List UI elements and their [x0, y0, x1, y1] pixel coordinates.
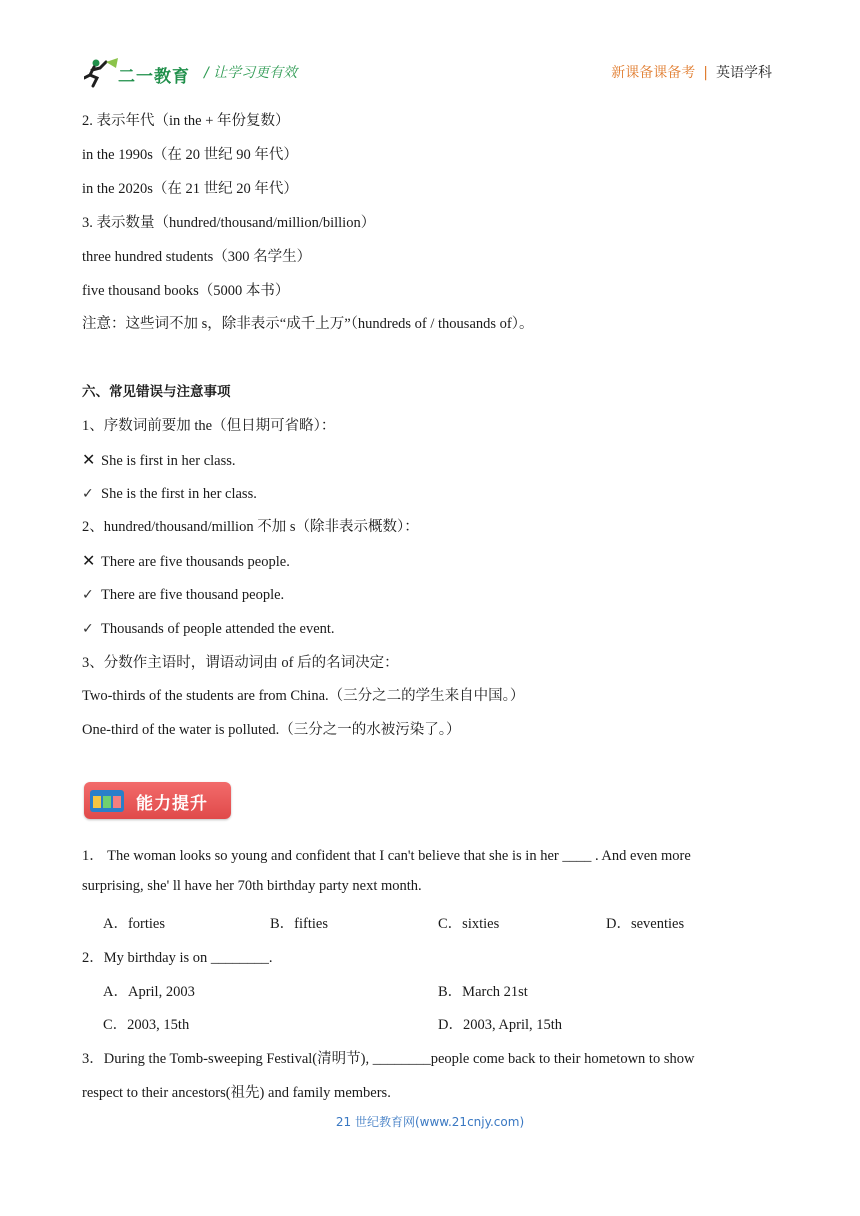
logo-text: 二一教育	[118, 67, 190, 87]
chart-icon	[90, 790, 124, 812]
option-a: A．April, 2003	[103, 984, 195, 1000]
check-icon: ✓	[82, 587, 94, 603]
option-c: C．2003, 15th	[103, 1017, 190, 1033]
example-line: Two-thirds of the students are from China.（三分之二的学生来自中国。）	[82, 688, 525, 704]
question-1-cont: surprising, she' ll have her 70th birthday party next month.	[82, 878, 422, 894]
example-text: She is the first in her class.	[101, 486, 257, 502]
header-right	[611, 62, 772, 82]
option-c: C．sixties	[438, 916, 500, 932]
slogan: / 让学习更有效	[204, 65, 298, 81]
rule-heading: 3、分数作主语时，谓语动词由 of 后的名词决定：	[82, 655, 399, 671]
section-title: 六、常见错误与注意事项	[82, 384, 231, 400]
wrong-example	[82, 551, 290, 572]
page-header	[0, 0, 860, 100]
header-separator: |	[703, 65, 708, 81]
question-2: 2．My birthday is on ________.	[82, 950, 273, 966]
text-line: 3. 表示数量（hundred/thousand/million/billion）	[82, 215, 376, 231]
badge-label: 能力提升	[136, 794, 208, 814]
rule-heading: 2、hundred/thousand/million 不加 s（除非表示概数）：	[82, 519, 419, 535]
example-line: One-third of the water is polluted.（三分之一的水被污染了。）	[82, 722, 461, 738]
wrong-example	[82, 450, 236, 471]
question-3: 3．During the Tomb-sweeping Festival(清明节), ________people come back to their hometown to show	[82, 1051, 695, 1067]
example-text: She is first in her class.	[101, 453, 236, 469]
cross-icon: ✕	[82, 450, 96, 469]
subject-label: 英语学科	[716, 65, 772, 81]
question-3-cont: respect to their ancestors(祖先) and family members.	[82, 1085, 391, 1101]
page-footer: 21 世纪教育网(www.21cnjy.com)	[335, 1115, 525, 1129]
text-line: in the 1990s（在 20 世纪 90 年代）	[82, 147, 298, 163]
example-text: There are five thousands people.	[101, 554, 290, 570]
example-text: There are five thousand people.	[101, 587, 285, 603]
text-line: 2. 表示年代（in the + 年份复数）	[82, 113, 290, 129]
right-example	[82, 619, 335, 639]
option-a: A．forties	[103, 916, 166, 932]
cross-icon: ✕	[82, 551, 96, 570]
right-example	[82, 484, 257, 504]
right-example	[82, 585, 284, 605]
option-b: B．fifties	[270, 916, 328, 932]
check-icon: ✓	[82, 486, 94, 502]
text-line: three hundred students（300 名学生）	[82, 249, 312, 265]
option-d: D．2003, April, 15th	[438, 1017, 563, 1033]
example-text: Thousands of people attended the event.	[101, 621, 335, 637]
rule-heading: 1、序数词前要加 the（但日期可省略）：	[82, 418, 336, 434]
note-line: 注意：这些词不加 s，除非表示“成千上万”（hundreds of / thousands of）。	[82, 316, 534, 332]
text-line: five thousand books（5000 本书）	[82, 283, 290, 299]
question-1: 1． The woman looks so young and confident that I can't believe that she is in her ____ . And even more	[82, 848, 691, 864]
course-label: 新课备课备考	[611, 65, 696, 81]
option-d: D．seventies	[606, 916, 685, 932]
ability-badge	[84, 782, 231, 819]
option-b: B．March 21st	[438, 984, 528, 1000]
text-line: in the 2020s（在 21 世纪 20 年代）	[82, 181, 298, 197]
check-icon: ✓	[82, 621, 94, 637]
